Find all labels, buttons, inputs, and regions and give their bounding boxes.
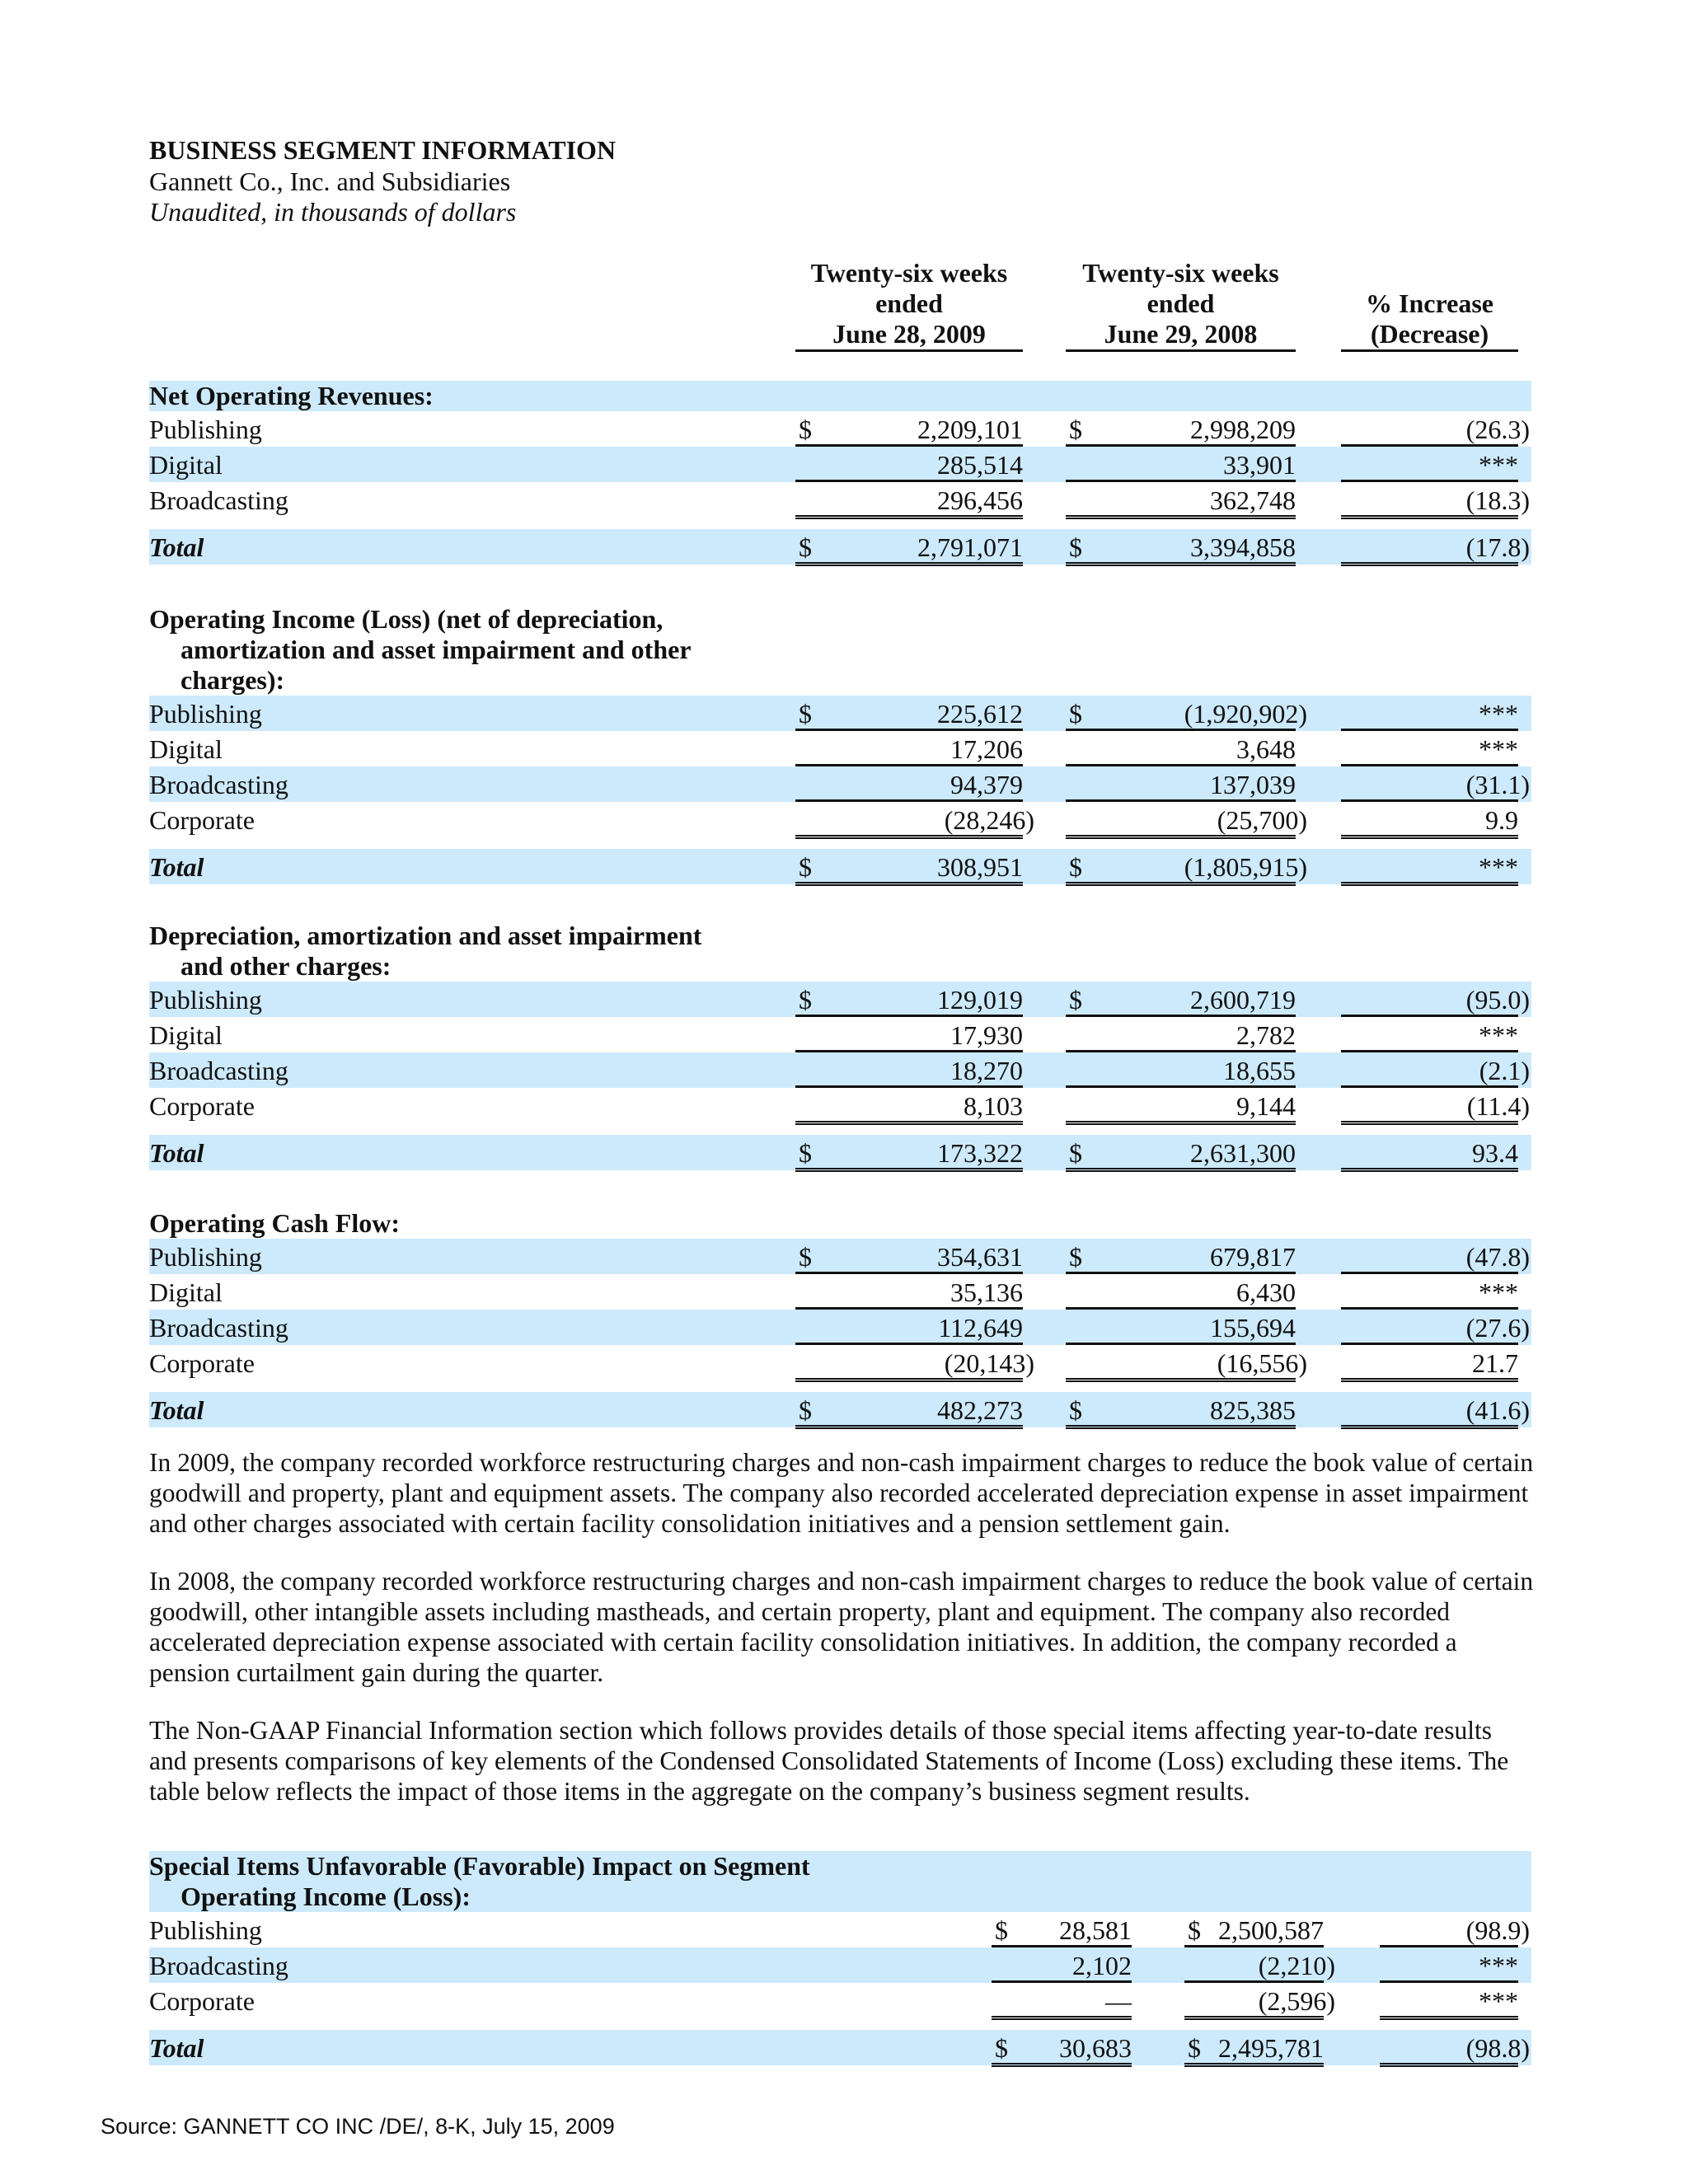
cell-value: (16,556) <box>1217 1348 1307 1378</box>
note-paragraph-2009: In 2009, the company recorded workforce restructuring charges and non-cash impairment charges to reduce the book value of certain goodwill and property, plant and equipment assets. The company also recorded accelerated depreciation expense in asset impairment and other charges associated with certain facility consolidation initiatives and a pension settlement gain. <box>149 1448 1534 1538</box>
dollar-sign: $ <box>799 1138 812 1168</box>
cell-value: *** <box>1479 450 1518 480</box>
row-spacer <box>149 518 1531 529</box>
column-header-2009 <box>795 258 1023 352</box>
dollar-sign: $ <box>995 2033 1008 2063</box>
cell-value: (41.6) <box>1465 1395 1530 1425</box>
row-label: Corporate <box>149 805 255 835</box>
value-cell-c2 <box>1066 734 1296 766</box>
section-heading: charges): <box>181 665 285 695</box>
cell-value: 155,694 <box>1210 1313 1296 1343</box>
dollar-sign: $ <box>799 852 812 882</box>
cell-value: 9,144 <box>1236 1091 1296 1121</box>
value-cell-c1 <box>992 1986 1132 2020</box>
value-cell-c2 <box>1184 1915 1324 1947</box>
cell-value: — <box>1105 1986 1132 2016</box>
row-spacer <box>149 837 1531 849</box>
section-heading: and other charges: <box>181 951 392 981</box>
table-row <box>149 447 1531 482</box>
cell-value: 18,270 <box>950 1056 1023 1085</box>
value-cell-c3 <box>1380 1915 1530 1947</box>
table-row <box>149 1310 1531 1345</box>
value-cell-c2 <box>1066 985 1296 1017</box>
row-label: Publishing <box>149 1915 262 1945</box>
value-cell-c1 <box>992 1951 1132 1983</box>
row-label: Broadcasting <box>149 1313 288 1343</box>
cell-value: 285,514 <box>937 450 1023 480</box>
dollar-sign: $ <box>1069 1395 1082 1425</box>
cell-value: (47.8) <box>1465 1242 1530 1272</box>
dollar-sign: $ <box>1188 1915 1201 1945</box>
cell-value: 2,102 <box>1072 1951 1132 1980</box>
value-cell-c2 <box>1066 1138 1296 1172</box>
row-label: Publishing <box>149 415 262 444</box>
table-row <box>149 731 1531 766</box>
value-cell-c2 <box>1066 805 1307 839</box>
value-cell-c2 <box>1066 1091 1296 1125</box>
row-label: Digital <box>149 1277 223 1307</box>
row-label: Digital <box>149 1020 223 1050</box>
column-header-line: ended <box>875 288 943 318</box>
value-cell-c1 <box>795 1091 1023 1125</box>
column-header-change <box>1341 258 1518 352</box>
cell-value: 6,430 <box>1236 1277 1296 1307</box>
total-row <box>149 1135 1531 1170</box>
value-cell-c1 <box>795 770 1023 802</box>
table-row <box>149 982 1531 1017</box>
dollar-sign: $ <box>799 699 812 729</box>
value-cell-c1 <box>795 415 1023 447</box>
value-cell-c1 <box>795 699 1023 731</box>
value-cell-c3 <box>1341 699 1518 731</box>
value-cell-c2 <box>1066 1056 1296 1088</box>
value-cell-c3 <box>1341 450 1518 482</box>
section-heading: Depreciation, amortization and asset impairment <box>149 921 702 950</box>
value-cell-c1 <box>795 485 1023 519</box>
cell-value: *** <box>1479 852 1518 882</box>
value-cell-c1 <box>795 1242 1023 1274</box>
value-cell-c1 <box>795 985 1023 1017</box>
section-heading: Special Items Unfavorable (Favorable) Impact on Segment <box>149 1851 1531 1882</box>
cell-value: 18,655 <box>1223 1056 1296 1085</box>
value-cell-c3 <box>1341 485 1530 519</box>
value-cell-c2 <box>1184 1986 1335 2020</box>
cell-value: 2,791,071 <box>917 532 1023 562</box>
column-header-line: % Increase <box>1366 288 1493 318</box>
table-row <box>149 766 1531 802</box>
source-citation: Source: GANNETT CO INC /DE/, 8-K, July 15, 2009 <box>101 2114 615 2139</box>
row-spacer <box>149 2018 1531 2030</box>
row-label: Broadcasting <box>149 485 288 515</box>
value-cell-c3 <box>1341 770 1530 802</box>
dollar-sign: $ <box>1069 852 1082 882</box>
column-header-line: ended <box>1146 288 1215 318</box>
cell-value: 9.9 <box>1485 805 1518 835</box>
cell-value: 2,998,209 <box>1190 415 1296 444</box>
value-cell-c1 <box>795 1395 1023 1429</box>
value-cell-c2 <box>1066 1277 1296 1310</box>
cell-value: *** <box>1479 734 1518 764</box>
value-cell-c3 <box>1341 1091 1530 1125</box>
cell-value: (2.1) <box>1479 1056 1530 1085</box>
value-cell-c2 <box>1066 450 1296 482</box>
value-cell-c1 <box>795 1020 1023 1052</box>
value-cell-c1 <box>795 805 1034 839</box>
cell-value: 2,631,300 <box>1190 1138 1296 1168</box>
dollar-sign: $ <box>799 1395 812 1425</box>
cell-value: 173,322 <box>937 1138 1023 1168</box>
value-cell-c2 <box>1066 532 1296 566</box>
total-row <box>149 1392 1531 1427</box>
cell-value: 2,782 <box>1236 1020 1296 1050</box>
cell-value: 3,394,858 <box>1190 532 1296 562</box>
table-row <box>149 1239 1531 1274</box>
cell-value: 825,385 <box>1210 1395 1296 1425</box>
row-label: Total <box>149 1138 204 1168</box>
cell-value: 93.4 <box>1472 1138 1518 1168</box>
value-cell-c2 <box>1066 1313 1296 1345</box>
value-cell-c2 <box>1066 770 1296 802</box>
value-cell-c2 <box>1066 1242 1296 1274</box>
dollar-sign: $ <box>1069 415 1082 444</box>
company-name: Gannett Co., Inc. and Subsidiaries <box>149 166 511 196</box>
value-cell-c1 <box>795 1056 1023 1088</box>
value-cell-c3 <box>1341 532 1530 566</box>
column-header-line: Twenty-six weeks <box>810 258 1008 288</box>
value-cell-c2 <box>1066 1395 1296 1429</box>
cell-value: 2,600,719 <box>1190 985 1296 1015</box>
value-cell-c3 <box>1341 1138 1518 1172</box>
cell-value: (25,700) <box>1217 805 1307 835</box>
dollar-sign: $ <box>799 532 812 562</box>
value-cell-c1 <box>795 1277 1023 1310</box>
value-cell-c1 <box>795 1348 1034 1382</box>
value-cell-c2 <box>1066 485 1296 519</box>
row-label: Broadcasting <box>149 770 288 799</box>
column-header-line: Twenty-six weeks <box>1082 258 1279 288</box>
column-header-line: June 29, 2008 <box>1066 319 1296 352</box>
dollar-sign: $ <box>799 415 812 444</box>
row-label: Corporate <box>149 1091 255 1121</box>
section-heading: Operating Income (Loss): <box>149 1882 1531 1912</box>
section-heading: Net Operating Revenues: <box>149 381 1531 411</box>
cell-value: (26.3) <box>1465 415 1530 444</box>
value-cell-c1 <box>795 852 1023 886</box>
report-title: BUSINESS SEGMENT INFORMATION <box>149 135 617 165</box>
value-cell-c1 <box>795 1313 1023 1345</box>
dollar-sign: $ <box>1069 699 1082 729</box>
value-cell-c3 <box>1341 734 1518 766</box>
row-spacer <box>149 1123 1531 1135</box>
table-row <box>149 1088 1531 1123</box>
value-cell-c1 <box>992 2033 1132 2067</box>
value-cell-c3 <box>1341 1242 1530 1274</box>
value-cell-c3 <box>1341 1020 1518 1052</box>
cell-value: 354,631 <box>937 1242 1023 1272</box>
table-row <box>149 1947 1531 1983</box>
value-cell-c1 <box>992 1915 1132 1947</box>
segment-table-0 <box>149 381 1531 565</box>
cell-value: 308,951 <box>937 852 1023 882</box>
total-row <box>149 849 1531 884</box>
value-cell-c3 <box>1341 1395 1530 1429</box>
cell-value: 8,103 <box>964 1091 1023 1121</box>
cell-value: *** <box>1479 1986 1518 2016</box>
note-paragraph-nongaap: The Non-GAAP Financial Information section which follows provides details of those special items affecting year-to-date results and presents comparisons of key elements of the Condensed Consolidated Statements of Income (Loss) excluding these items. The table below reflects the impact of those items in the aggregate on the company’s business segment results. <box>149 1716 1509 1806</box>
column-header-2008 <box>1066 258 1296 352</box>
value-cell-c3 <box>1380 1951 1518 1983</box>
table-row <box>149 411 1531 447</box>
row-label: Digital <box>149 450 223 480</box>
cell-value: 137,039 <box>1210 770 1296 799</box>
value-cell-c1 <box>795 532 1023 566</box>
segment-table-1 <box>149 604 1531 884</box>
value-cell-c2 <box>1184 1951 1335 1983</box>
value-cell-c3 <box>1341 415 1530 447</box>
table-row <box>149 696 1531 731</box>
cell-value: (18.3) <box>1465 485 1530 515</box>
section-heading: Operating Income (Loss) (net of depreciation, <box>149 604 663 634</box>
value-cell-c3 <box>1341 1348 1518 1382</box>
cell-value: (17.8) <box>1465 532 1530 562</box>
section-heading: amortization and asset impairment and other <box>181 635 692 664</box>
cell-value: (20,143) <box>944 1348 1034 1378</box>
cell-value: 17,930 <box>950 1020 1023 1050</box>
cell-value: (2,596) <box>1258 1986 1335 2016</box>
table-row <box>149 1274 1531 1310</box>
cell-value: (28,246) <box>944 805 1034 835</box>
cell-value: 17,206 <box>950 734 1023 764</box>
cell-value: 362,748 <box>1210 485 1296 515</box>
dollar-sign: $ <box>1069 1242 1082 1272</box>
value-cell-c2 <box>1066 699 1307 731</box>
value-cell-c2 <box>1066 1348 1307 1382</box>
value-cell-c3 <box>1341 852 1518 886</box>
row-label: Corporate <box>149 1986 255 2016</box>
dollar-sign: $ <box>1069 1138 1082 1168</box>
row-label: Publishing <box>149 699 262 729</box>
dollar-sign: $ <box>1069 985 1082 1015</box>
row-label: Broadcasting <box>149 1951 288 1980</box>
value-cell-c2 <box>1066 1020 1296 1052</box>
cell-value: 30,683 <box>1059 2033 1132 2063</box>
dollar-sign: $ <box>1069 532 1082 562</box>
value-cell-c2 <box>1066 415 1296 447</box>
value-cell-c2 <box>1184 2033 1324 2067</box>
segment-table-special <box>149 1851 1531 2065</box>
cell-value: 679,817 <box>1210 1242 1296 1272</box>
cell-value: 21.7 <box>1472 1348 1518 1378</box>
note-paragraph-2008: In 2008, the company recorded workforce restructuring charges and non-cash impairment charges to reduce the book value of certain goodwill, other intangible assets including mastheads, and certain property, plant and equipment. The company also recorded accelerated depreciation expense associated with certain facility consolidation initiatives. In addition, the company recorded a pension curtailment gain during the quarter. <box>149 1567 1534 1687</box>
dollar-sign: $ <box>995 1915 1008 1945</box>
cell-value: (1,805,915) <box>1184 852 1307 882</box>
row-label: Digital <box>149 734 223 764</box>
cell-value: (1,920,902) <box>1184 699 1307 729</box>
row-label: Publishing <box>149 1242 262 1272</box>
cell-value: *** <box>1479 1020 1518 1050</box>
table-row <box>149 1345 1531 1380</box>
row-label: Total <box>149 852 204 882</box>
row-label: Total <box>149 2033 204 2063</box>
cell-value: *** <box>1479 1277 1518 1307</box>
row-label: Broadcasting <box>149 1056 288 1085</box>
cell-value: (27.6) <box>1465 1313 1530 1343</box>
table-row <box>149 802 1531 837</box>
table-row <box>149 1912 1531 1947</box>
column-header-line <box>1341 258 1518 288</box>
value-cell-c3 <box>1341 1277 1518 1310</box>
segment-table-3 <box>149 1208 1531 1427</box>
dollar-sign: $ <box>799 985 812 1015</box>
cell-value: (95.0) <box>1465 985 1530 1015</box>
value-cell-c2 <box>1066 852 1307 886</box>
cell-value: 2,209,101 <box>917 415 1023 444</box>
value-cell-c1 <box>795 734 1023 766</box>
dollar-sign: $ <box>799 1242 812 1272</box>
row-label: Publishing <box>149 985 262 1015</box>
units-note: Unaudited, in thousands of dollars <box>149 197 517 227</box>
table-row <box>149 482 1531 518</box>
value-cell-c3 <box>1341 985 1530 1017</box>
value-cell-c3 <box>1341 1056 1530 1088</box>
row-label: Total <box>149 1395 204 1425</box>
table-row <box>149 1983 1531 2018</box>
cell-value: (31.1) <box>1465 770 1530 799</box>
cell-value: 94,379 <box>950 770 1023 799</box>
total-row <box>149 529 1531 565</box>
cell-value: 28,581 <box>1059 1915 1132 1945</box>
column-header-line: (Decrease) <box>1341 319 1518 352</box>
cell-value: *** <box>1479 699 1518 729</box>
cell-value: 2,495,781 <box>1218 2033 1324 2063</box>
cell-value: (98.9) <box>1465 1915 1530 1945</box>
section-heading: Operating Cash Flow: <box>149 1208 400 1238</box>
cell-value: 2,500,587 <box>1218 1915 1324 1945</box>
cell-value: 112,649 <box>938 1313 1023 1343</box>
row-label: Corporate <box>149 1348 255 1378</box>
value-cell-c3 <box>1341 805 1518 839</box>
cell-value: (2,210) <box>1258 1951 1335 1980</box>
row-spacer <box>149 1380 1531 1392</box>
cell-value: 129,019 <box>937 985 1023 1015</box>
dollar-sign: $ <box>1188 2033 1201 2063</box>
cell-value: 33,901 <box>1223 450 1296 480</box>
table-row <box>149 1017 1531 1052</box>
value-cell-c1 <box>795 1138 1023 1172</box>
value-cell-c1 <box>795 450 1023 482</box>
cell-value: *** <box>1479 1951 1518 1980</box>
cell-value: 35,136 <box>950 1277 1023 1307</box>
column-header-line: June 28, 2009 <box>795 319 1023 352</box>
total-row <box>149 2030 1531 2065</box>
cell-value: 225,612 <box>937 699 1023 729</box>
cell-value: 3,648 <box>1236 734 1296 764</box>
value-cell-c3 <box>1380 2033 1530 2067</box>
cell-value: 296,456 <box>937 485 1023 515</box>
value-cell-c3 <box>1380 1986 1518 2020</box>
cell-value: (98.8) <box>1465 2033 1530 2063</box>
cell-value: (11.4) <box>1466 1091 1530 1121</box>
segment-table-2 <box>149 921 1531 1170</box>
value-cell-c3 <box>1341 1313 1530 1345</box>
row-label: Total <box>149 532 204 562</box>
table-row <box>149 1052 1531 1088</box>
cell-value: 482,273 <box>937 1395 1023 1425</box>
